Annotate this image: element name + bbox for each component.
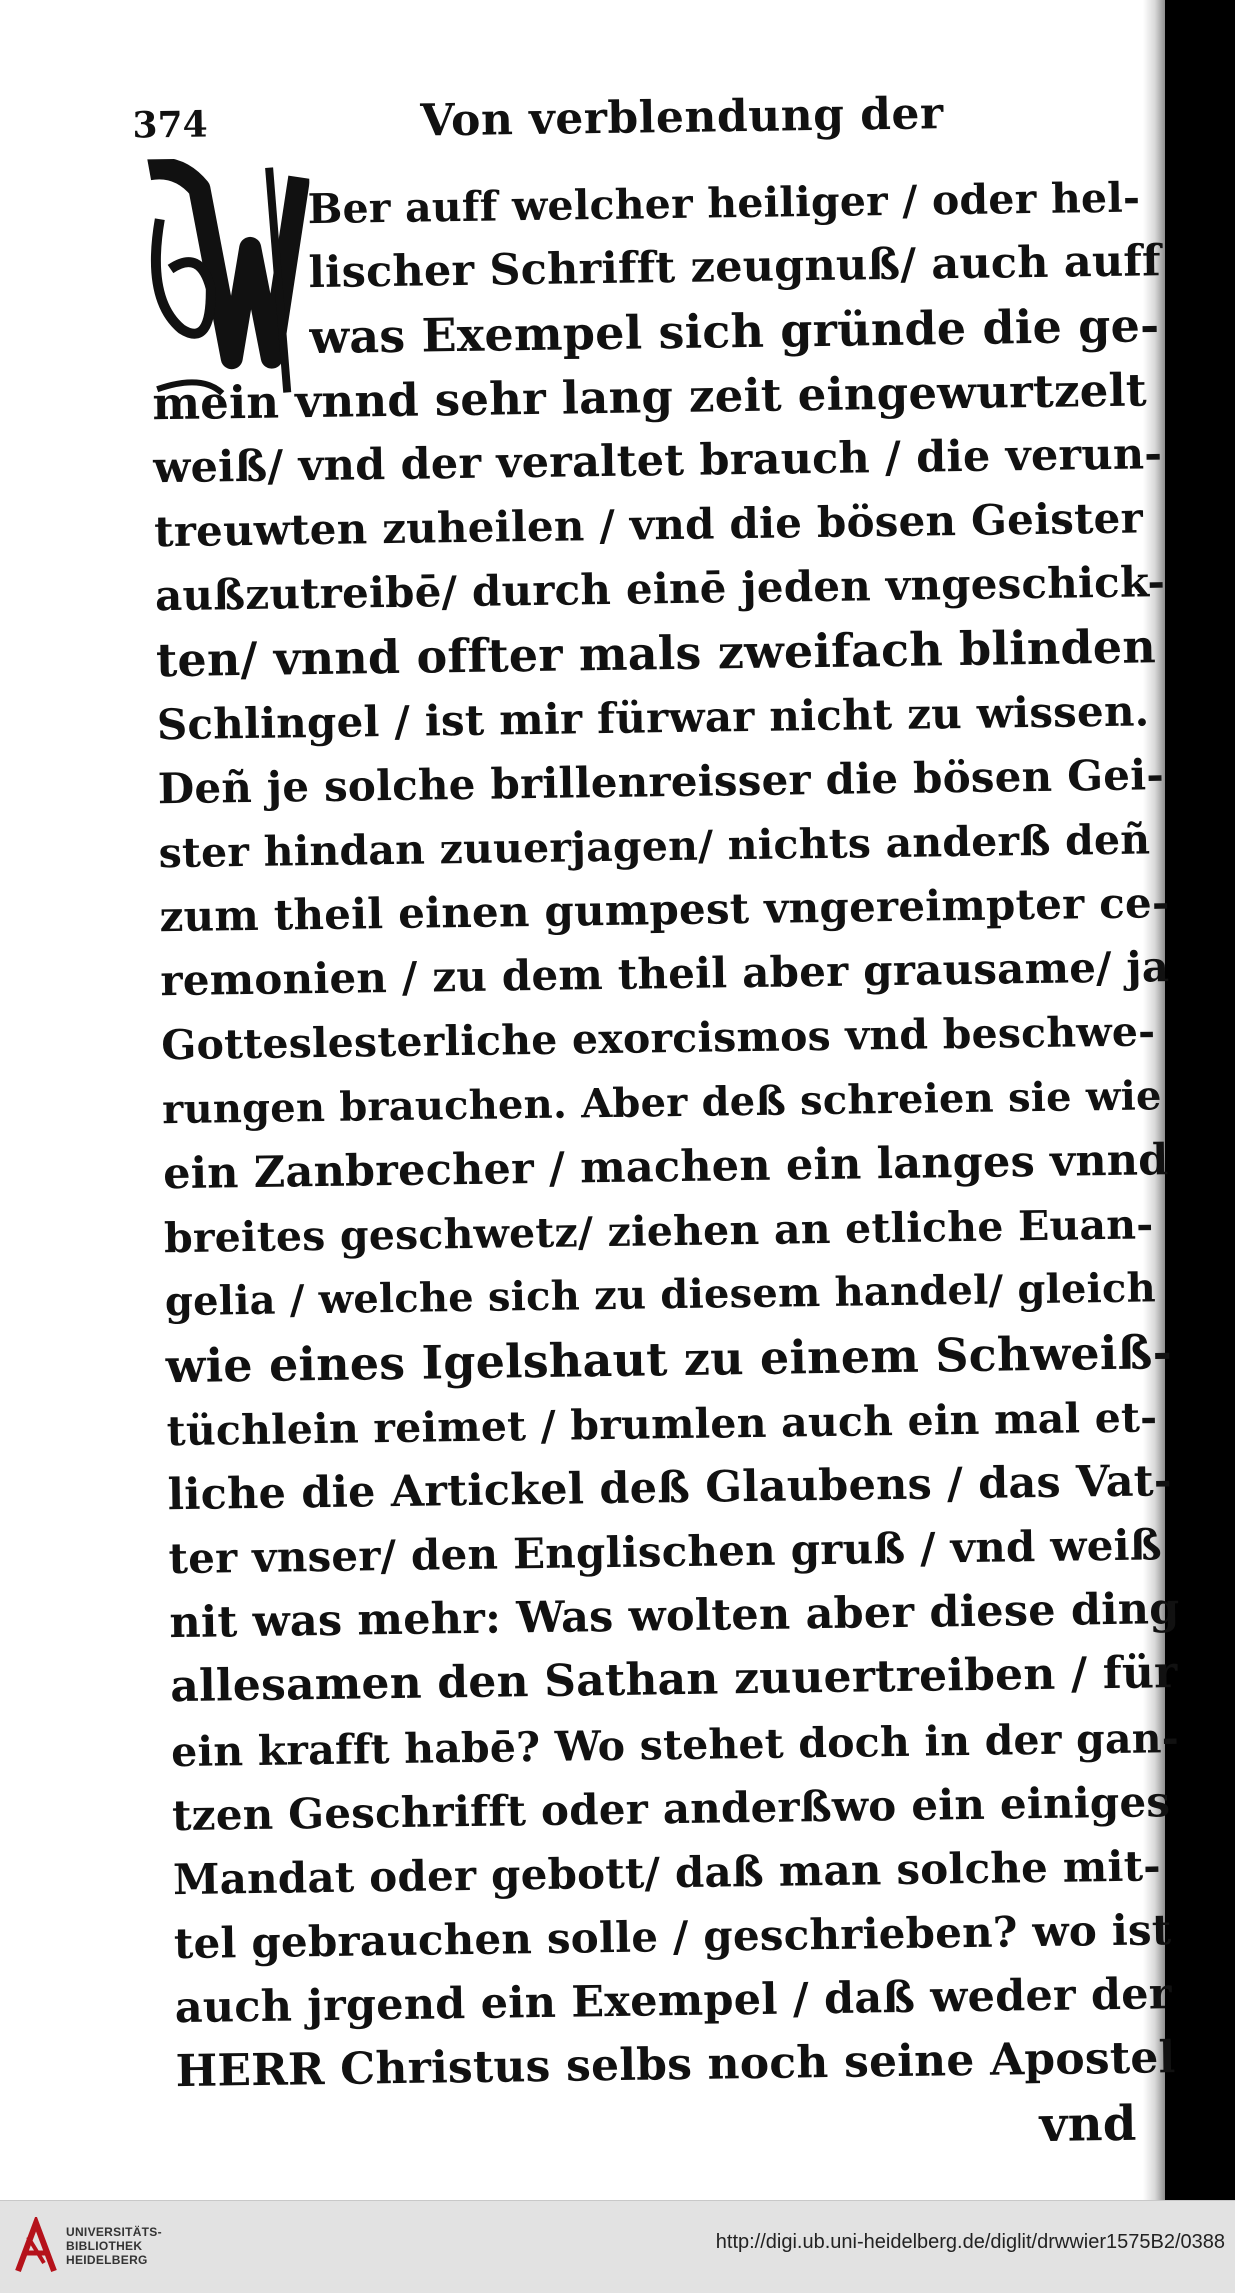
text-line: auch jrgend ein Exempel / daß weder der (174, 1969, 1172, 2034)
body-text (149, 165, 1187, 2169)
text-line: tüchlein reimet / brumlen auch ein mal et- (166, 1392, 1158, 1455)
text-line: außzutreibē/ durch einē jeden vngeschick- (154, 557, 1166, 621)
page-number: 374 (132, 103, 208, 147)
library-name: UNIVERSITÄTS- BIBLIOTHEK HEIDELBERG (66, 2225, 162, 2267)
text-line: nit was mehr: Was wolten aber diese ding (169, 1584, 1180, 1649)
source-url-link[interactable]: http://digi.ub.uni-heidelberg.de/diglit/drwwier1575B2/0388 (715, 2231, 1225, 2253)
text-line: mein vnnd sehr lang zeit eingewurtzelt (152, 362, 1148, 430)
text-line: tel gebrauchen solle / geschrieben? wo ist (173, 1905, 1172, 1969)
text-line: ein Zanbrecher / machen ein langes vnnd (162, 1135, 1169, 1200)
text-line: ein krafft habē? Wo stehet doch in der gan- (170, 1713, 1180, 1776)
text-line: liche die Artickel deß Glaubens / das Vat- (167, 1455, 1173, 1520)
text-line: breites geschwetz/ ziehen an etliche Euan- (163, 1200, 1154, 1263)
footer-bar (0, 2200, 1235, 2293)
text-line: Gotteslesterliche exorcismos vnd beschwe- (161, 1007, 1156, 1070)
library-logo-icon (14, 2217, 58, 2275)
book-page (100, 75, 1179, 2169)
text-line: lischer Schrifft zeugnuß/ auch auff (308, 236, 1162, 299)
text-line: was Exempel sich gründe die ge- (309, 298, 1160, 365)
text-line: treuwten zuheilen / vnd die bösen Geister (153, 493, 1144, 557)
text-line: Schlingel / ist mir fürwar nicht zu wissen. (156, 685, 1150, 749)
text-line: zum theil einen gumpest vngereimpter ce- (159, 878, 1170, 942)
running-head: Von verblendung der (420, 88, 945, 147)
text-line: tzen Geschrifft oder anderßwo ein einiges (171, 1776, 1171, 1840)
text-line: Deñ je solche brillenreisser die bösen Gei- (157, 749, 1165, 813)
text-line: wie eines Igelshaut zu einem Schweiß- (165, 1325, 1173, 1394)
text-line: rungen brauchen. Aber deß schreien sie wie (161, 1071, 1162, 1133)
text-line: ter vnser/ den Englischen gruß / vnd weiß (168, 1520, 1163, 1584)
text-line: Mandat oder gebott/ daß man solche mit- (172, 1841, 1162, 1905)
text-line: remonien / zu dem theil aber grausame/ ja (160, 942, 1170, 1006)
text-line: gelia / welche sich zu diesem handel/ gleich (164, 1264, 1157, 1326)
text-line: ster hindan zuuerjagen/ nichts anderß deñ (158, 815, 1151, 878)
text-line: HERR Christus selbs noch seine Apostel (175, 2032, 1176, 2098)
text-line: weiß/ vnd der veraltet brauch / die verun- (152, 428, 1163, 494)
catchword: vnd (1039, 2095, 1137, 2153)
text-line: ten/ vnnd offter mals zweifach blinden (155, 619, 1157, 688)
text-line: allesamen den Sathan zuuertreiben / für (169, 1647, 1178, 1713)
text-line: Ber auff welcher heiliger / oder hel- (307, 173, 1141, 234)
